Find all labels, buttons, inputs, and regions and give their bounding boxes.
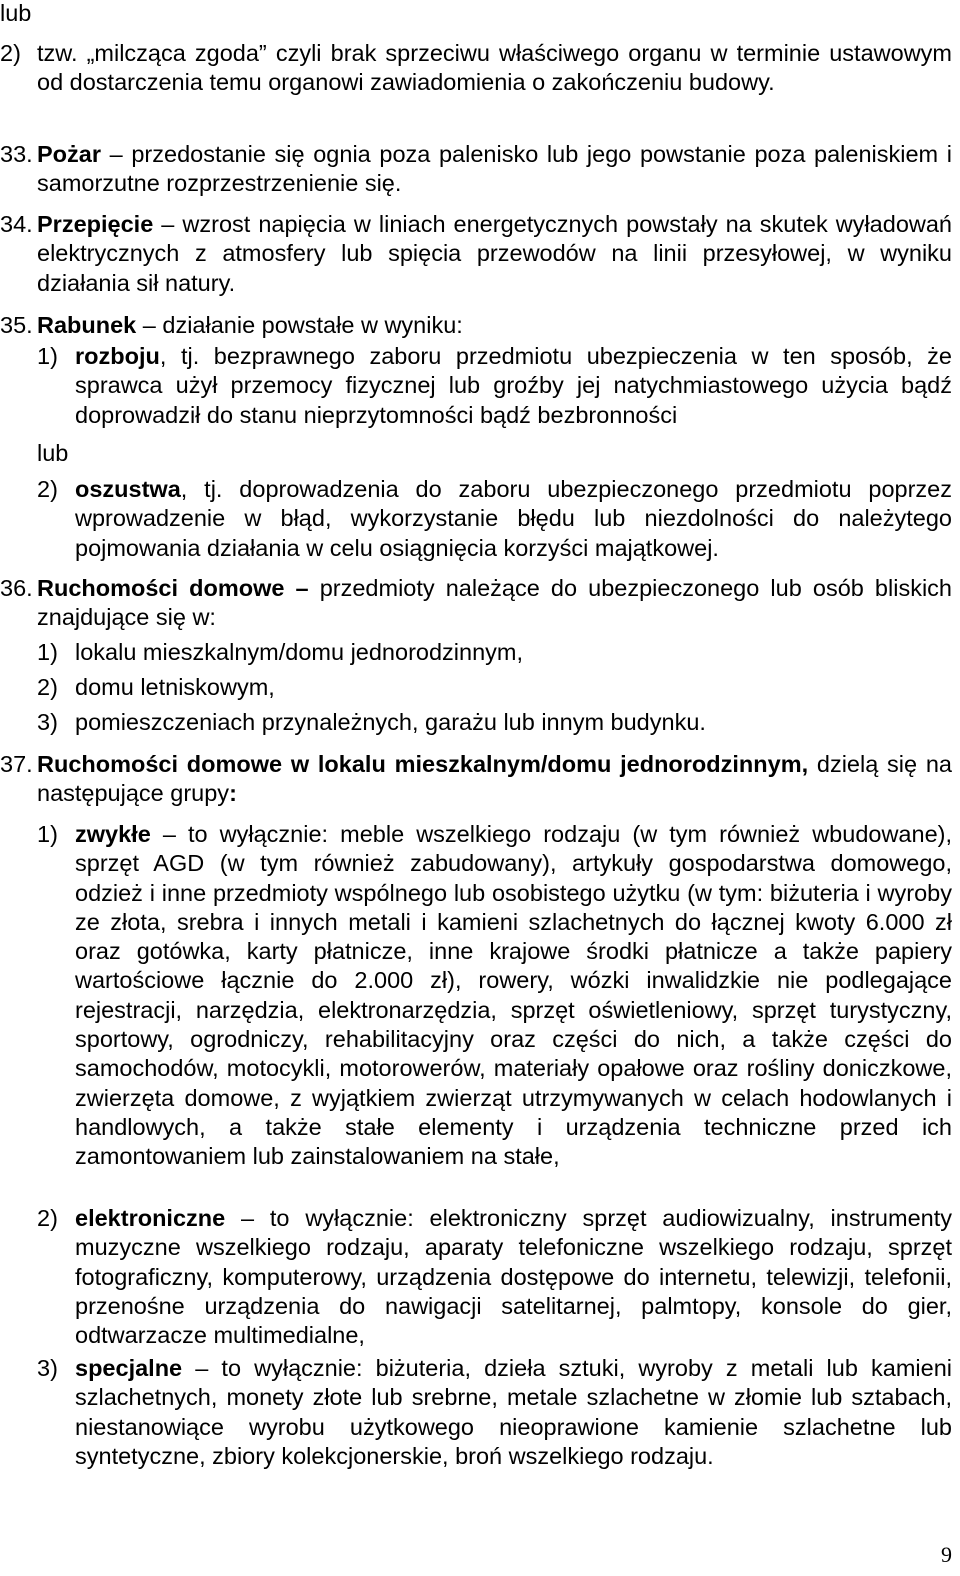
def35-item-1-text: , tj. bezprawnego zaboru przedmiotu ubezpieczenia w ten sposób, że sprawca użył przemocy fizycznej lub groźby jej natychmiastowego użycia bądź doprowadził do stanu nieprzytomności bądź bezbronności	[75, 343, 952, 428]
def37-text: dzielą się na następujące grupy	[37, 751, 952, 807]
top-lub: lub	[0, 0, 32, 26]
def34-text: – wzrost napięcia w liniach energetycznych powstały na skutek wyładowań elektrycznych z atmosfery lub spięcia przewodów na linii przesyłowej, w wyniku działania sił natury.	[37, 211, 952, 296]
def33-term: Pożar	[37, 141, 101, 167]
definition-37	[0, 750, 952, 809]
def36-item-3-text: pomieszczeniach przynależnych, garażu lub innym budynku.	[75, 709, 706, 735]
def35-item-1	[37, 342, 952, 430]
def36-term: Ruchomości domowe –	[37, 575, 309, 601]
def37-item-3-term: specjalne	[75, 1355, 183, 1381]
def37-item-1	[37, 820, 952, 1172]
prev-item-2	[0, 39, 952, 98]
def36-item-3	[37, 708, 952, 737]
def37-item-2	[37, 1204, 952, 1350]
def37-item-2-text: – to wyłącznie: elektroniczny sprzęt audiowizualny, instrumenty muzyczne wszelkiego rodzaju, aparaty telefoniczne wszelkiego rodzaju, sprzęt fotograficzny, komputerowy, urządzenia dostępowe do internetu, telewizji, telefonii, przenośne urządzenia do nawigacji satelitarnej, palmtopy, konsole do gier, odtwarzacze multimedialne,	[75, 1205, 952, 1349]
def36-num: 36.	[0, 575, 33, 601]
def36-item-1-text: lokalu mieszkalnym/domu jednorodzinnym,	[75, 639, 524, 665]
def36-item-3-num: 3)	[37, 709, 58, 735]
def37-item-3	[37, 1354, 952, 1471]
def37-item-1-text: – to wyłącznie: meble wszelkiego rodzaju (w tym również wbudowane), sprzęt AGD (w tym również zabudowany), artykuły gospodarstwa domowego, odzież i inne przedmioty wspólnego lub osobistego użytku (w tym: biżuteria i wyroby ze złota, srebra i innych metali i kamieni szlachetnych do łącznej kwoty 6.000 zł oraz gotówka, karty płatnicze, inne krajowe środki płatnicze a także papiery wartościowe łącznie do 2.000 zł), rowery, wózki inwalidzkie nie podlegające rejestracji, narzędzia, elektronarzędzia, sprzęt oświetleniowy, sprzęt turystyczny, sportowy, ogrodniczy, rehabilitacyjny oraz części do nich, a także części do samochodów, motocykli, motorowerów, materiały opałowe oraz rośliny doniczkowe, zwierzęta domowe, z wyjątkiem zwierząt utrzymywanych w celach hodowlanych i handlowych, a także stałe elementy i urządzenia techniczne przed ich zamontowaniem lub zainstalowaniem na stałe,	[75, 821, 952, 1170]
def35-text: – działanie powstałe w wyniku:	[136, 312, 463, 338]
def36-item-1-num: 1)	[37, 639, 58, 665]
definition-35	[0, 311, 952, 340]
def34-num: 34.	[0, 211, 33, 237]
def35-term: Rabunek	[37, 312, 137, 338]
def35-num: 35.	[0, 312, 33, 338]
def35-item-2	[37, 475, 952, 563]
prev-item-2-text: tzw. „milcząca zgoda” czyli brak sprzeciwu właściwego organu w terminie ustawowym od dostarczenia temu organowi zawiadomienia o zakończeniu budowy.	[37, 40, 952, 96]
def36-text: przedmioty należące do ubezpieczonego lub osób bliskich znajdujące się w:	[37, 575, 952, 631]
def35-item-2-term: oszustwa	[75, 476, 181, 502]
def33-text: – przedostanie się ognia poza palenisko lub jego powstanie poza paleniskiem i samorzutne rozprzestrzenienie się.	[37, 141, 952, 197]
def36-item-1	[37, 638, 952, 667]
def36-item-2-num: 2)	[37, 674, 58, 700]
def37-item-3-num: 3)	[37, 1355, 58, 1381]
def35-item-1-num: 1)	[37, 343, 58, 369]
def34-term: Przepięcie	[37, 211, 154, 237]
definition-36	[0, 574, 952, 633]
def37-item-2-term: elektroniczne	[75, 1205, 226, 1231]
def37-item-3-text: – to wyłącznie: biżuteria, dzieła sztuki, wyroby z metali lub kamieni szlachetnych, monety złote lub srebrne, metale szlachetne w złomie lub sztabach, niestanowiące wyrobu użytkowego nieoprawione kamienie szlachetne lub syntetyczne, zbiory kolekcjonerskie, broń wszelkiego rodzaju.	[75, 1355, 952, 1469]
prev-item-2-num: 2)	[0, 40, 21, 66]
def36-item-2-text: domu letniskowym,	[75, 674, 275, 700]
def35-item-2-text: , tj. doprowadzenia do zaboru ubezpieczonego przedmiotu poprzez wprowadzenie w błąd, wykorzystanie błędu lub niezdolności do należytego pojmowania działania w celu osiągnięcia korzyści majątkowej.	[75, 476, 952, 561]
def35-item-1-term: rozboju	[75, 343, 160, 369]
definition-34	[0, 210, 952, 298]
def37-item-1-num: 1)	[37, 821, 58, 847]
def35-item-2-num: 2)	[37, 476, 58, 502]
page-number: 9	[941, 1542, 952, 1567]
definition-33	[0, 140, 952, 199]
def35-lub: lub	[37, 440, 69, 466]
def37-num: 37.	[0, 751, 33, 777]
def33-num: 33.	[0, 141, 33, 167]
def37-item-2-num: 2)	[37, 1205, 58, 1231]
def37-colon: :	[229, 780, 237, 807]
def37-term: Ruchomości domowe w lokalu mieszkalnym/domu jednorodzinnym,	[37, 751, 809, 777]
def37-item-1-term: zwykłe	[75, 821, 151, 847]
def36-item-2	[37, 673, 952, 702]
